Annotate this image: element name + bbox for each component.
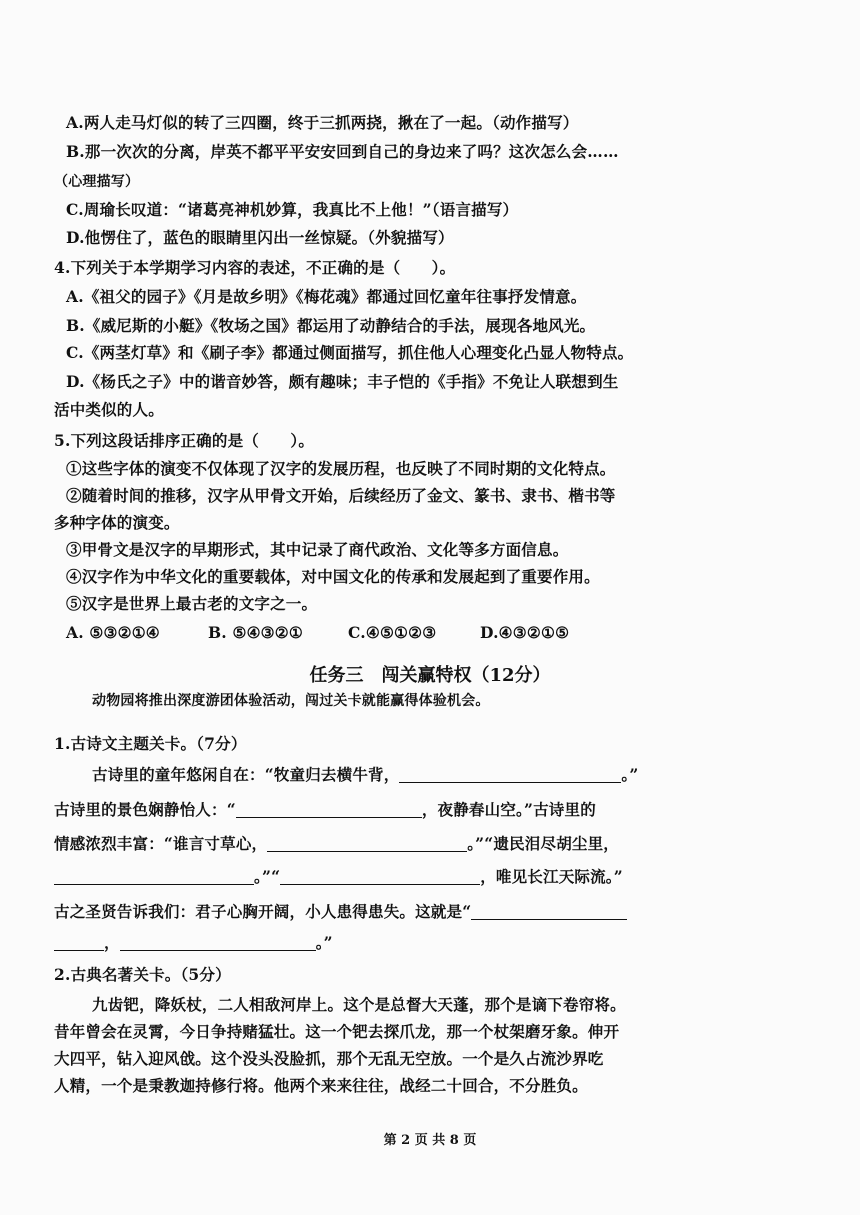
- q5-sentence-4: ④汉字作为中华文化的重要载体，对中国文化的传承和发展起到了重要作用。: [66, 567, 600, 586]
- classic-heading: 2.古典名著关卡。（5分）: [54, 965, 231, 984]
- q5-option-b: B. ⑤④③②①: [208, 623, 303, 642]
- q5-option-c: C.④⑤①②③: [348, 623, 437, 642]
- q3-option-c: C.周瑜长叹道：“诸葛亮神机妙算，我真比不上他！”（语言描写）: [66, 200, 519, 219]
- classic-passage-line4: 人精，一个是秉教迦持修行将。他两个来来往往，战经二十回合，不分胜负。: [54, 1076, 588, 1095]
- poem-blank-5[interactable]: [280, 867, 480, 885]
- classic-passage-line3: 大四平，钻入迎风戗。这个没头没脸抓，那个无乱无空放。一个是久占流沙界吃: [54, 1049, 604, 1068]
- poem-line-2: 古诗里的景色娴静怡人：“ ，夜静春山空。”古诗里的: [54, 800, 596, 819]
- poem-blank-7[interactable]: [54, 933, 104, 951]
- q5-sentence-5: ⑤汉字是世界上最古老的文字之一。: [66, 594, 318, 613]
- q5-option-a: A. ⑤③②①④: [66, 623, 160, 642]
- poem-blank-4[interactable]: [54, 867, 254, 885]
- q3-option-b-line2: （心理描写）: [54, 174, 140, 190]
- poem-blank-3[interactable]: [267, 834, 467, 852]
- q4-stem: 4.下列关于本学期学习内容的表述，不正确的是（ ）。: [54, 258, 456, 277]
- poem-line-1: 古诗里的童年悠闲自在：“牧童归去横牛背， 。”: [92, 765, 639, 784]
- poem-blank-2[interactable]: [236, 800, 422, 818]
- q5-sentence-3: ③甲骨文是汉字的早期形式，其中记录了商代政治、文化等多方面信息。: [66, 540, 569, 559]
- q4-option-c: C.《两茎灯草》和《刷子李》都通过侧面描写，抓住他人心理变化凸显人物特点。: [66, 343, 634, 362]
- q3-option-b-line1: B.那一次次的分离，岸英不都平平安安回到自己的身边来了吗？这次怎么会……: [66, 142, 619, 161]
- q4-option-a: A.《祖父的园子》《月是故乡明》《梅花魂》都通过回忆童年往事抒发情意。: [66, 287, 587, 306]
- poem-line-3: 情感浓烈丰富：“谁言寸草心， 。”“遗民泪尽胡尘里，: [54, 834, 620, 853]
- q5-sentence-1: ①这些字体的演变不仅体现了汉字的发展历程，也反映了不同时期的文化特点。: [66, 459, 616, 478]
- page-number: 第 2 页 共 8 页: [383, 1133, 477, 1148]
- classic-passage-line2: 昔年曾会在灵霄，今日争持赌猛壮。这一个钯去探爪龙，那一个杖架磨牙象。伸开: [54, 1022, 620, 1041]
- poem-line-6: ， 。”: [54, 932, 333, 954]
- classic-passage-line1: 九齿钯，降妖杖，二人相敌河岸上。这个是总督大天蓬，那个是谪下卷帘将。: [92, 995, 626, 1014]
- q3-option-d: D.他愣住了，蓝色的眼睛里闪出一丝惊疑。（外貌描写）: [66, 228, 454, 247]
- q5-option-d: D.④③②①⑤: [480, 623, 570, 642]
- task3-title: 任务三 闯关赢特权（12分）: [309, 665, 551, 686]
- q5-sentence-2-line2: 多种字体的演变。: [54, 513, 180, 532]
- q3-option-a: A.两人走马灯似的转了三四圈，终于三抓两挠，揪在了一起。（动作描写）: [66, 113, 579, 132]
- poem-line-4: 。”“ ，唯见长江天际流。”: [54, 866, 623, 888]
- poem-blank-6[interactable]: [471, 902, 627, 920]
- q5-stem: 5.下列这段话排序正确的是（ ）。: [54, 431, 315, 450]
- q4-option-d-line2: 活中类似的人。: [54, 400, 164, 419]
- poem-heading: 1.古诗文主题关卡。（7分）: [54, 734, 247, 753]
- q4-option-d-line1: D.《杨氏之子》中的谐音妙答，颇有趣味；丰子恺的《手指》不免让人联想到生: [66, 372, 619, 391]
- q5-sentence-2-line1: ②随着时间的推移，汉字从甲骨文开始，后续经历了金文、篆书、隶书、楷书等: [66, 486, 616, 505]
- q4-option-b: B.《威尼斯的小艇》《牧场之国》都运用了动静结合的手法，展现各地风光。: [66, 316, 596, 335]
- poem-blank-8[interactable]: [120, 933, 316, 951]
- task3-intro: 动物园将推出深度游团体验活动，闯过关卡就能赢得体验机会。: [92, 693, 490, 709]
- poem-blank-1[interactable]: [399, 765, 621, 783]
- poem-line-5: 古之圣贤告诉我们：君子心胸开阔，小人患得患失。这就是“: [54, 901, 627, 923]
